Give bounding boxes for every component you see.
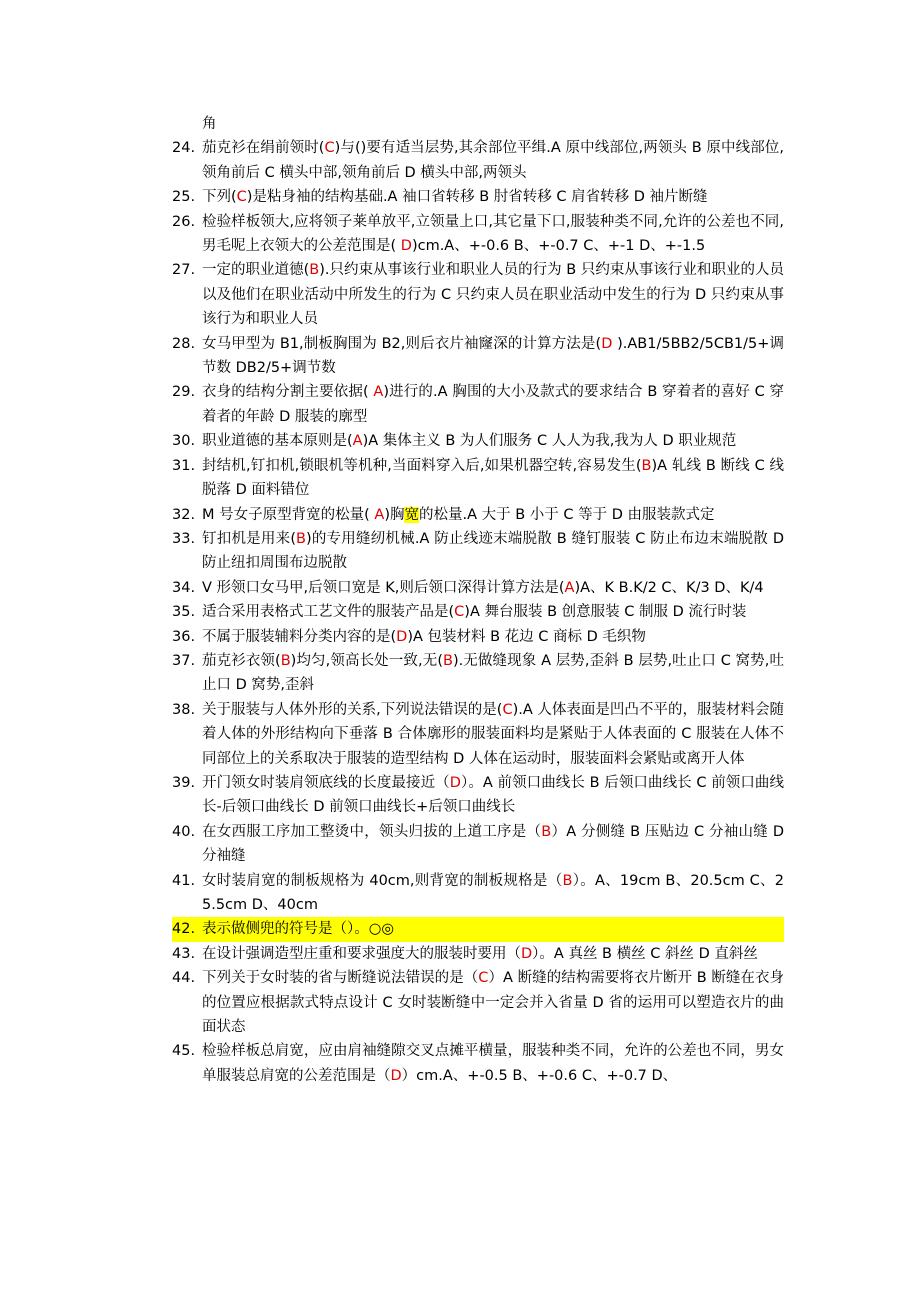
question-item <box>172 380 784 429</box>
answer-letter: D <box>521 945 533 962</box>
question-text-segment: )A、K B.K/2 C、K/3 D、K/4 <box>574 579 764 596</box>
answer-letter: D <box>449 774 461 791</box>
question-text <box>202 332 784 381</box>
question-item <box>172 576 784 600</box>
question-number: 31. <box>172 457 196 474</box>
question-text <box>202 429 784 453</box>
question-text-segment: ).只约束从事该行业和职业人员的行为 B 只约束从事该行业和职业的人员以及他们在职业活动中所发生的行为 C 只约束人员在职业活动中发生的行为 D 只约束从事该行为和职业人员 <box>202 262 784 328</box>
answer-letter: A <box>564 579 575 596</box>
question-number: 26. <box>172 213 196 230</box>
answer-letter: B <box>309 262 320 279</box>
question-item <box>172 942 784 966</box>
question-text-segment: )A 包装材料 B 花边 C 商标 D 毛织物 <box>407 628 646 645</box>
answer-letter: B <box>641 457 652 474</box>
question-number: 38. <box>172 701 196 718</box>
question-text <box>202 649 784 698</box>
question-text <box>202 576 784 600</box>
question-item <box>172 820 784 869</box>
question-text-segment: 一定的职业道德( <box>202 262 310 279</box>
question-number: 30. <box>172 433 196 450</box>
question-text-segment: 开门领女时装肩领底线的长度最接近（ <box>202 774 450 791</box>
question-number: 44. <box>172 970 196 987</box>
question-text-segment: 的松量.A 大于 B 小于 C 等于 D 由服装款式定 <box>418 506 715 523</box>
question-text-segment: 下列( <box>202 189 237 206</box>
question-text-segment: 不属于服装辅料分类内容的是( <box>202 628 397 645</box>
question-text-segment: )A 舞台服装 B 创意服装 C 制服 D 流行时装 <box>464 604 747 621</box>
answer-letter: A <box>373 384 384 401</box>
question-text <box>202 625 784 649</box>
question-text <box>202 698 784 771</box>
question-number: 40. <box>172 823 196 840</box>
question-text-segment: ）A 分侧缝 B 压贴边 C 分袖山缝 D 分袖缝 <box>202 823 785 865</box>
question-number: 33. <box>172 530 196 547</box>
question-text-segment: )的专用缝纫机械.A 防止线迹末端脱散 B 缝钉服装 C 防止布边末端脱散 D 防止纽扣周围布边脱散 <box>202 530 784 572</box>
question-text <box>202 136 784 185</box>
question-text-segment: )均匀,领高长处一致,无( <box>290 652 443 669</box>
question-text-segment: 衣身的结构分割主要依据( <box>202 384 374 401</box>
question-text-segment: ).A 人体表面是凹凸不平的，服装材料会随着人体的外形结构向下垂落 B 合体廓形的服装面料均是紧贴于人体表面的 C 服装在人体不同部位上的关系取决于服装的造型结构 D 人体在运动时，服装面料会紧贴或离开人体 <box>202 701 784 767</box>
question-text-segment: 在女西服工序加工整烫中，领头归拔的上道工序是（ <box>202 823 542 840</box>
question-text-segment: 关于服装与人体外形的关系,下列说法错误的是( <box>202 701 503 718</box>
question-text <box>202 454 784 503</box>
answer-letter: D <box>396 628 408 645</box>
question-text-segment: 女马甲型为 B1,制板胸围为 B2,则后衣片袖窿深的计算方法是( <box>202 335 602 352</box>
answer-letter: D <box>601 335 613 352</box>
question-number: 29. <box>172 384 196 401</box>
question-text-segment: )与()要有适当层势,其余部位平缉.A 原中线部位,两领头 B 原中线部位,领角前后 C 横头中部,领角前后 D 横头中部,两领头 <box>202 140 785 181</box>
question-item <box>172 454 784 503</box>
question-text-segment: 下列关于女时装的省与断缝说法错误的是（ <box>202 970 479 987</box>
question-text <box>202 771 784 820</box>
question-number: 39. <box>172 774 196 791</box>
question-number: 27. <box>172 262 196 279</box>
question-item <box>172 527 784 576</box>
question-text-segment: 女时装肩宽的制板规格为 40cm,则背宽的制板规格是（ <box>202 872 563 889</box>
question-item <box>172 258 784 331</box>
question-number: 28. <box>172 335 196 352</box>
question-text-segment: )A 集体主义 B 为人们服务 C 人人为我,我为人 D 职业规范 <box>362 433 737 450</box>
question-number: 35. <box>172 604 196 621</box>
question-text-segment: 适合采用表格式工艺文件的服装产品是( <box>202 604 455 621</box>
question-number: 34. <box>172 579 196 596</box>
question-text-segment: ）。A 真丝 B 横丝 C 斜丝 D 直斜丝 <box>532 945 758 962</box>
question-number: 43. <box>172 945 196 962</box>
question-item <box>172 600 784 624</box>
question-text-segment: 钉扣机是用来( <box>202 530 296 547</box>
question-number: 25. <box>172 189 196 206</box>
question-text-segment: ）。A 前领口曲线长 B 后领口曲线长 C 前领口曲线长-后领口曲线长 D 前领口曲线长+后领口曲线长 <box>202 774 784 816</box>
question-item <box>172 869 784 918</box>
question-number: 24. <box>172 140 196 157</box>
question-text <box>202 185 784 209</box>
question-number: 41. <box>172 872 196 889</box>
question-text-segment: 封结机,钉扣机,锁眼机等机种,当面料穿入后,如果机器空转,容易发生( <box>202 457 642 474</box>
answer-letter: A <box>352 433 363 450</box>
question-text-segment: ).AB1/5BB2/5CB1/5+调节数 DB2/5+调节数 <box>202 335 784 377</box>
question-text-segment: ）cm.A、+-0.5 B、+-0.6 C、+-0.7 D、 <box>401 1067 678 1084</box>
question-item <box>172 625 784 649</box>
question-text <box>202 966 784 1039</box>
question-text <box>202 917 784 941</box>
question-text-segment: 职业道德的基本原则是( <box>202 433 353 450</box>
answer-letter: D <box>390 1067 402 1084</box>
question-text <box>202 503 784 527</box>
question-item <box>172 332 784 381</box>
answer-letter: C <box>454 604 465 621</box>
question-list <box>172 112 784 1088</box>
question-text-segment: )A 轧线 B 断线 C 线脱落 D 面料错位 <box>202 457 784 499</box>
question-item <box>172 210 784 259</box>
question-item <box>172 1039 784 1088</box>
question-text <box>202 1039 784 1088</box>
question-text-segment: ）。A、19cm B、20.5cm C、25.5cm D、40cm <box>202 872 784 913</box>
question-item <box>172 698 784 771</box>
question-item <box>172 503 784 527</box>
question-text <box>202 869 784 918</box>
question-item <box>172 771 784 820</box>
answer-letter: A <box>374 506 385 523</box>
question-text-segment: 表示做侧兜的符号是（）。○◎ <box>202 921 395 938</box>
question-text <box>202 210 784 259</box>
question-text-segment: )进行的.A 胸围的大小及款式的要求结合 B 穿着者的喜好 C 穿着者的年龄 D 服装的廓型 <box>202 384 784 425</box>
question-item <box>172 966 784 1039</box>
question-text-segment: ).无做缝现象 A 层势,歪斜 B 层势,吐止口 C 窝势,吐止口 D 窝势,歪斜 <box>202 652 784 694</box>
question-number: 36. <box>172 628 196 645</box>
question-item <box>172 429 784 453</box>
answer-letter: B <box>295 530 306 547</box>
question-number: 45. <box>172 1043 196 1060</box>
question-text <box>202 820 784 869</box>
question-text-segment: V 形领口女马甲,后领口宽是 K,则后领口深得计算方法是( <box>202 579 565 596</box>
answer-letter: B <box>280 652 291 669</box>
answer-letter: B <box>562 872 573 889</box>
answer-letter: D <box>400 238 412 255</box>
question-number: 37. <box>172 652 196 669</box>
answer-letter: C <box>324 140 335 157</box>
question-text-segment: 检验样板总肩宽，应由肩袖缝隙交叉点摊平横量，服装种类不同，允许的公差也不同，男女单服装总肩宽的公差范围是（ <box>202 1043 784 1084</box>
continued-text-fragment: 角 <box>202 116 217 132</box>
question-number: 42. <box>172 917 202 941</box>
answer-letter: C <box>236 189 247 206</box>
question-item <box>172 136 784 185</box>
question-item <box>172 185 784 209</box>
question-text-segment: 检验样板领大,应将领子莱单放平,立领量上口,其它量下口,服装种类不同,允许的公差也不同,男毛呢上衣领大的公差范围是( <box>202 213 784 255</box>
answer-letter: C <box>502 701 513 718</box>
question-text <box>202 258 784 331</box>
question-number: 32. <box>172 506 196 523</box>
question-text <box>202 600 784 624</box>
question-text <box>202 527 784 576</box>
answer-letter: B <box>442 652 453 669</box>
question-text-segment: ）A 断缝的结构需要将衣片断开 B 断缝在衣身的位置应根据款式特点设计 C 女时装断缝中一定会并入省量 D 省的运用可以塑造衣片的曲面状态 <box>202 970 784 1036</box>
question-text-segment: 茄克衫在绢前领时( <box>202 140 325 157</box>
highlighted-text: 宽 <box>404 506 419 523</box>
question-item <box>172 649 784 698</box>
question-text <box>202 942 784 966</box>
question-text-segment: )cm.A、+-0.6 B、+-0.7 C、+-1 D、+-1.5 <box>411 238 706 255</box>
answer-letter: B <box>541 823 552 840</box>
question-text-segment: 茄克衫衣领( <box>202 652 281 669</box>
question-text-segment: )胸 <box>384 506 405 523</box>
question-item <box>172 917 784 941</box>
question-text-segment: )是粘身袖的结构基础.A 袖口省转移 B 肘省转移 C 肩省转移 D 袖片断缝 <box>246 189 708 206</box>
answer-letter: C <box>478 970 489 987</box>
question-text <box>202 380 784 429</box>
question-text-segment: 在设计强调造型庄重和要求强度大的服装时要用（ <box>202 945 521 962</box>
question-text-segment: M 号女子原型背宽的松量( <box>202 506 375 523</box>
